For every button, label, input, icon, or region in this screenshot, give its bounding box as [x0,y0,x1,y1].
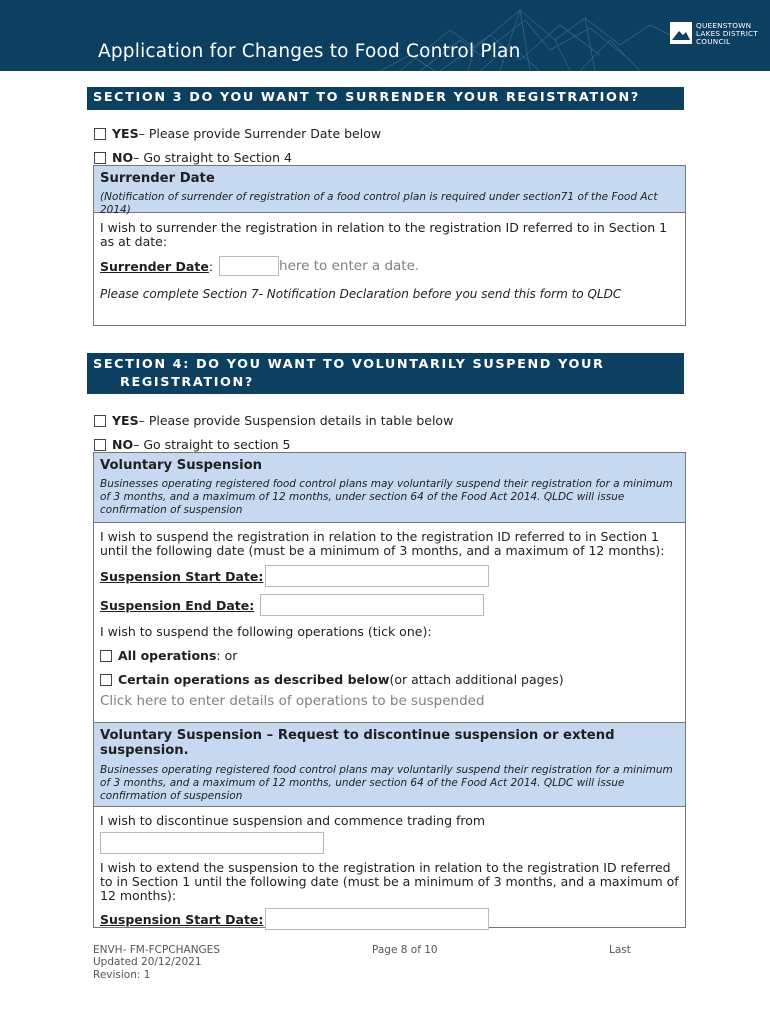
logo-text: QUEENSTOWN LAKES DISTRICT COUNCIL [696,21,759,46]
suspension-heading: Voluntary Suspension [100,458,263,473]
section-4-yes-option[interactable] [94,413,453,428]
no-checkbox[interactable] [94,439,106,451]
footer-doc-info [93,944,220,981]
yes-text: – Please provide Surrender Date below [138,126,382,141]
no-checkbox[interactable] [94,152,106,164]
surrender-heading: Surrender Date [100,171,215,186]
surrender-date-placeholder[interactable]: here to enter a date. [279,258,420,274]
voluntary-suspension-box [93,452,686,928]
suspension-note: Businesses operating registered food control plans may voluntarily suspend their registration for a minimum of 3 months, and a maximum of 12 months, under section 64 of the Food Act 2014. QLDC will issue confirmation of suspension [100,478,673,516]
yes-label: YES [112,126,139,141]
suspension-end-input[interactable] [260,594,484,616]
no-text: – Go straight to section 5 [133,437,291,452]
yes-label: YES [112,413,139,428]
page-title: Application for Changes to Food Control Plan [98,41,521,62]
all-operations-label: All operations [118,648,217,663]
section-3-heading: SECTION 3 DO YOU WANT TO SURRENDER YOUR REGISTRATION? [87,87,684,110]
discontinue-note: Businesses operating registered food control plans may voluntarily suspend their registration for a minimum of 3 months, and a maximum of 12 months, under section 64 of the Food Act 2014. QLDC will issue confirmation of suspension [100,764,673,802]
operations-intro: I wish to suspend the following operations (tick one): [100,624,432,639]
colon: : [208,258,214,274]
yes-checkbox[interactable] [94,128,106,140]
discontinue-date-input[interactable] [100,832,324,854]
page-number: Page 8 of 10 [372,944,438,956]
section-4-heading: SECTION 4: DO YOU WANT TO VOLUNTARILY SUSPEND YOUR REGISTRATION? [87,353,684,394]
updated-date: Updated 20/12/2021 [93,956,202,969]
section-3-no-option[interactable] [94,150,292,165]
mountain-logo-icon [670,22,692,44]
all-operations-checkbox[interactable] [100,650,112,662]
section-4-no-option[interactable] [94,437,291,452]
all-operations-option[interactable] [100,648,679,663]
discontinue-heading: Voluntary Suspension – Request to discontinue suspension or extend suspension. [100,728,615,758]
revision: Revision: 1 [93,968,151,981]
extend-text: I wish to extend the suspension to the registration in relation to the registration ID referred to in Section 1 until the following date (must be a minimum of 3 months, and a maximum of 12 months): [100,860,679,903]
suspension-end-label: Suspension End Date: [100,597,255,613]
suspension-start-input[interactable] [265,565,489,587]
surrender-date-input[interactable] [219,256,279,276]
discontinue-text: I wish to discontinue suspension and commence trading from [100,813,486,828]
surrender-instruction: Please complete Section 7- Notification Declaration before you send this form to QLDC [100,287,622,301]
no-text: – Go straight to Section 4 [133,150,292,165]
surrender-box-header [94,166,685,216]
certain-operations-text: (or attach additional pages) [389,672,564,687]
surrender-date-box [93,165,686,326]
discontinue-box-header [94,722,685,807]
no-label: NO [112,150,134,165]
surrender-body: I wish to surrender the registration in relation to the registration ID referred to in Section 1 as at date: [100,220,668,249]
extend-start-label: Suspension Start Date: [100,911,264,927]
certain-operations-label: Certain operations as described below [118,672,390,687]
surrender-date-label: Surrender Date [100,258,209,274]
footer-last: Last [609,944,631,956]
certain-operations-checkbox[interactable] [100,674,112,686]
extend-start-input[interactable] [265,908,489,930]
section-3-yes-option[interactable] [94,126,381,141]
qldc-logo [670,22,758,46]
suspension-box-header [94,453,685,523]
doc-code: ENVH- FM-FCPCHANGES [93,944,220,956]
operations-details-input[interactable]: Click here to enter details of operations to be suspended [100,693,485,709]
all-operations-text: : or [216,648,238,663]
suspension-start-label: Suspension Start Date: [100,568,264,584]
yes-text: – Please provide Suspension details in table below [138,413,454,428]
certain-operations-option[interactable] [100,672,679,687]
yes-checkbox[interactable] [94,415,106,427]
no-label: NO [112,437,134,452]
page-header [0,0,770,71]
surrender-note: (Notification of surrender of registration of a food control plan is required under section71 of the Food Act 2014) [100,191,658,216]
suspension-body: I wish to suspend the registration in relation to the registration ID referred to in Section 1 until the following date (must be a minimum of 3 months, and a maximum of 12 months): [100,529,665,558]
